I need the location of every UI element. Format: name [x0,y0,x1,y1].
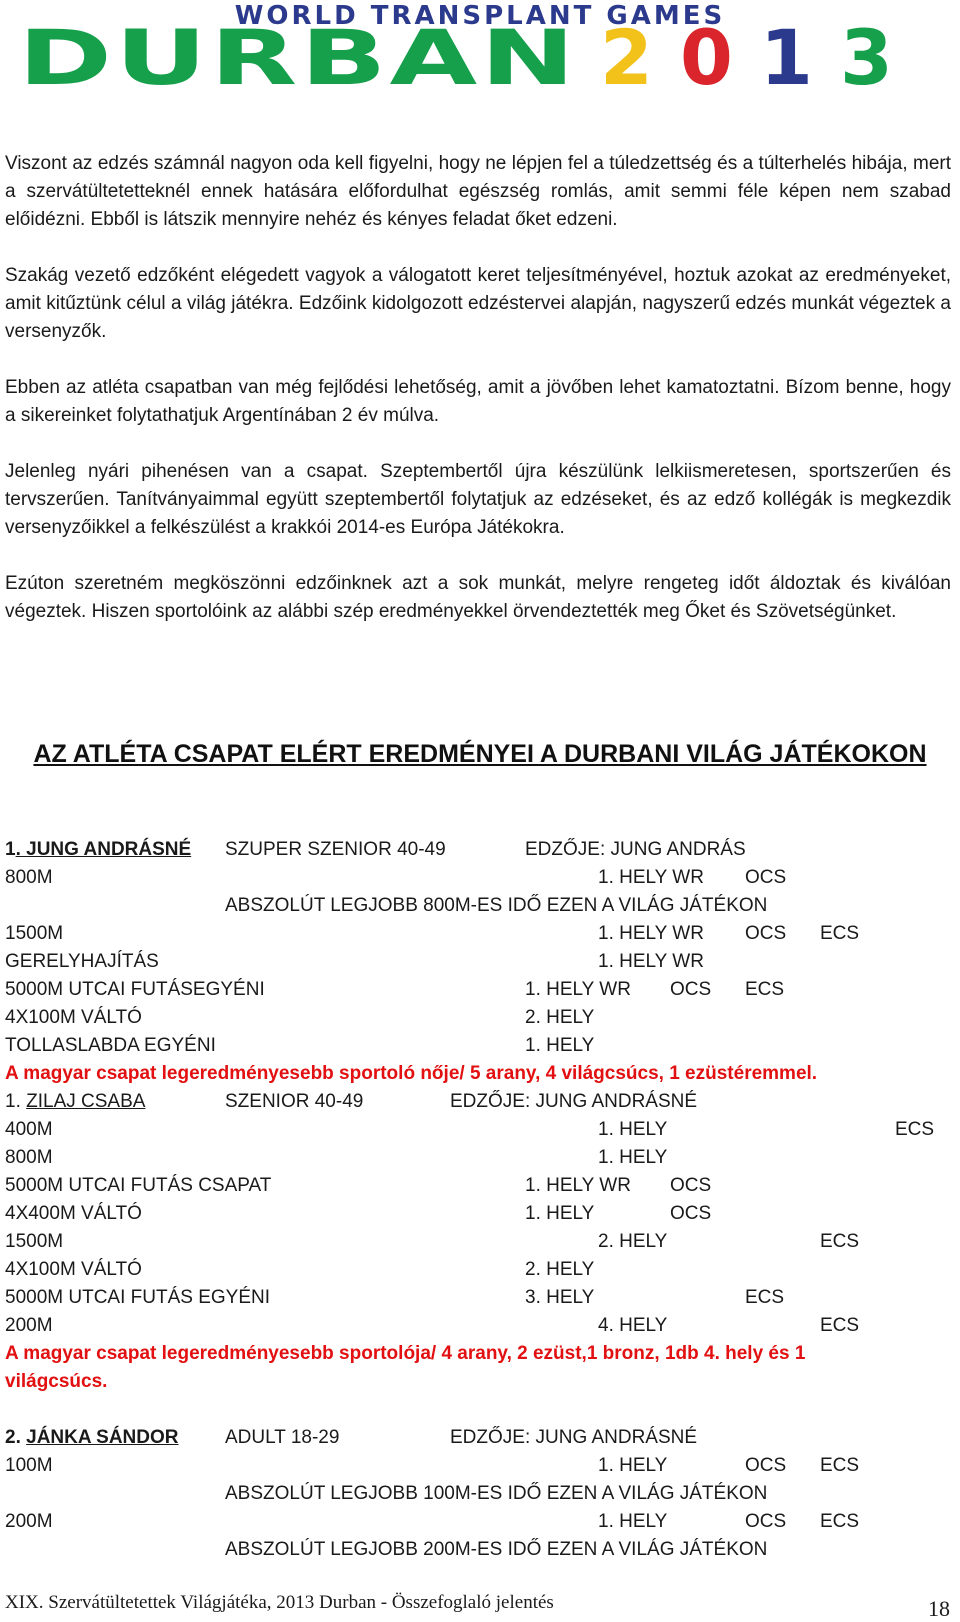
athlete-name-text: . JUNG ANDRÁSNÉ [15,839,192,860]
event-name: 1500M [5,923,64,944]
result-row [5,920,955,948]
athlete-name-text: JÁNKA SÁNDOR [26,1427,179,1448]
team-summary: A magyar csapat legeredményesebb sportolója/ 4 arany, 2 ezüst,1 bronz, 1db 4. hely és 1 világcsúcs. [5,1343,806,1392]
result-note: ABSZOLÚT LEGJOBB 200M-ES IDŐ EZEN A VILÁG JÁTÉKON [225,1539,768,1560]
note-row [5,1536,955,1564]
place: 1. HELY WR [525,1175,631,1196]
event-name: 5000M UTCAI FUTÁS CSAPAT [5,1175,272,1196]
athlete-category: SZUPER SZENIOR 40-49 [225,839,446,860]
event-name: TOLLASLABDA EGYÉNI [5,1035,216,1056]
result-row [5,1284,955,1312]
athlete-number: 2. [5,1427,27,1448]
ocs-mark: OCS [670,1203,712,1224]
result-row [5,1200,955,1228]
place: 1. HELY WR [598,867,704,888]
paragraph-training-load: Viszont az edzés számnál nagyon oda kell figyelni, hogy ne lépjen fel a túledzettség és a túlterhelés hibája, mert a szervátültetetteknél ennek hatására előfordulhat egészség romlás, amit semmi féle képen nem szabad előidézni. Ebből is látszik mennyire nehéz és kényes feladat őket edzeni. [5,153,951,230]
place: 1. HELY WR [598,923,704,944]
result-row [5,1172,955,1200]
ecs-mark: ECS [820,1315,860,1336]
note-row [5,1480,955,1508]
ecs-mark: ECS [820,923,860,944]
result-row [5,1228,955,1256]
athlete-number: 1. [5,1091,27,1112]
place: 1. HELY WR [598,951,704,972]
athlete-name [5,1088,145,1116]
result-row [5,948,955,976]
place: 1. HELY [525,1035,595,1056]
event-name: 4X100M VÁLTÓ [5,1259,142,1280]
results-list [5,836,955,1564]
place: 1. HELY WR [525,979,631,1000]
page-footer [5,1592,950,1621]
paragraph-coach-satisfaction: Szakág vezető edzőként elégedett vagyok a válogatott keret teljesítményével, hoztuk azokat az eredményeket, amit kitűztünk célul a világ játékra. Edzőink kidolgozott edzéstervei alapján, nagyszerű edzés munkát végeztek a versenyzők. [5,265,951,342]
banner-city: DURBAN [18,13,578,100]
athlete-header [5,1424,955,1452]
ocs-mark: OCS [745,1455,787,1476]
result-row [5,1004,955,1032]
event-name: 800M [5,867,53,888]
place: 4. HELY [598,1315,668,1336]
athlete-coach: EDZŐJE: JUNG ANDRÁS [525,839,746,860]
ocs-mark: OCS [745,923,787,944]
place: 1. HELY [525,1203,595,1224]
athlete-coach: EDZŐJE: JUNG ANDRÁSNÉ [450,1091,698,1112]
athlete-coach: EDZŐJE: JUNG ANDRÁSNÉ [450,1427,698,1448]
svg-text:1: 1 [760,13,813,100]
svg-text:3: 3 [840,13,893,100]
page-number: 18 [928,1596,950,1621]
athlete-number: 1 [5,839,16,860]
ocs-mark: OCS [670,1175,712,1196]
spacer-row [5,1396,955,1424]
ecs-mark: ECS [745,979,785,1000]
event-name: 1500M [5,1231,64,1252]
event-name: 800M [5,1147,53,1168]
paragraph-thanks: Ezúton szeretném megköszönni edzőinknek azt a sok munkát, melyre rengeteg időt áldoztak és kiválóan végeztek. Hiszen sportolóink az alábbi szép eredményekkel örvendeztették meg Őket és Szövetségünket. [5,573,951,622]
event-name: 100M [5,1455,53,1476]
athlete-header [5,1088,955,1116]
athlete-category: ADULT 18-29 [225,1427,340,1448]
event-name: 200M [5,1315,53,1336]
place: 1. HELY [598,1511,668,1532]
svg-text:2: 2 [600,13,653,100]
result-row [5,1312,955,1340]
paragraph-development: Ebben az atléta csapatban van még fejlődési lehetőség, amit a jövőben lehet kamatoztatni. Bízom benne, hogy a sikereinket folytathatjuk Argentínában 2 év múlva. [5,377,951,426]
result-row [5,1508,955,1536]
paragraph-summer-break: Jelenleg nyári pihenésen van a csapat. Szeptembertől újra készülünk lelkiismeretesen, sportszerűen és tervszerűen. Tanítványaimmal együtt szeptembertől folytatjuk az edzéseket, és az edző kollégák is megkezdik versenyzőikkel a felkészülést a krakkói 2014-es Európa Játékokra. [5,461,951,538]
event-banner-logo [0,0,960,100]
event-name: 5000M UTCAI FUTÁSEGYÉNI [5,979,265,1000]
ocs-mark: OCS [745,867,787,888]
team-summary: A magyar csapat legeredményesebb sportoló nője/ 5 arany, 4 világcsúcs, 1 ezüstéremmel. [5,1063,818,1084]
event-name: 200M [5,1511,53,1532]
athlete-name [5,836,191,864]
summary-wrap [5,1340,860,1396]
section-title: AZ ATLÉTA CSAPAT ELÉRT EREDMÉNYEI A DURBANI VILÁG JÁTÉKOKON [33,740,927,768]
result-row [5,1144,955,1172]
banner-subtitle: WORLD TRANSPLANT GAMES [234,1,726,31]
event-name: GERELYHAJÍTÁS [5,951,159,972]
result-row [5,976,955,1004]
event-name: 4X100M VÁLTÓ [5,1007,142,1028]
durban-2013-logo [0,0,960,100]
place: 2. HELY [525,1007,595,1028]
result-note: ABSZOLÚT LEGJOBB 800M-ES IDŐ EZEN A VILÁG JÁTÉKON [225,895,768,916]
ecs-mark: ECS [820,1231,860,1252]
athlete-name [5,1424,179,1452]
ecs-mark: ECS [820,1455,860,1476]
place: 2. HELY [525,1259,595,1280]
place: 3. HELY [525,1287,595,1308]
result-row [5,1256,955,1284]
event-name: 5000M UTCAI FUTÁS EGYÉNI [5,1287,271,1308]
ecs-mark: ECS [820,1511,860,1532]
place: 2. HELY [598,1231,668,1252]
result-row [5,864,955,892]
result-row [5,1452,955,1480]
summary-wrap [5,1060,860,1088]
result-row [5,1116,955,1144]
result-row [5,1032,955,1060]
event-name: 4X400M VÁLTÓ [5,1203,142,1224]
event-name: 400M [5,1119,53,1140]
result-note: ABSZOLÚT LEGJOBB 100M-ES IDŐ EZEN A VILÁG JÁTÉKON [225,1483,768,1504]
ocs-mark: OCS [745,1511,787,1532]
place: 1. HELY [598,1455,668,1476]
ocs-mark: OCS [670,979,712,1000]
note-row [5,892,955,920]
ecs-mark: ECS [895,1119,935,1140]
svg-text:0: 0 [680,13,733,100]
athlete-header [5,836,955,864]
footer-text: XIX. Szervátültetettek Világjátéka, 2013 Durban - Összefoglaló jelentés [5,1592,554,1613]
athlete-category: SZENIOR 40-49 [225,1091,364,1112]
ecs-mark: ECS [745,1287,785,1308]
place: 1. HELY [598,1147,668,1168]
athlete-name-text: ZILAJ CSABA [26,1091,146,1112]
place: 1. HELY [598,1119,668,1140]
